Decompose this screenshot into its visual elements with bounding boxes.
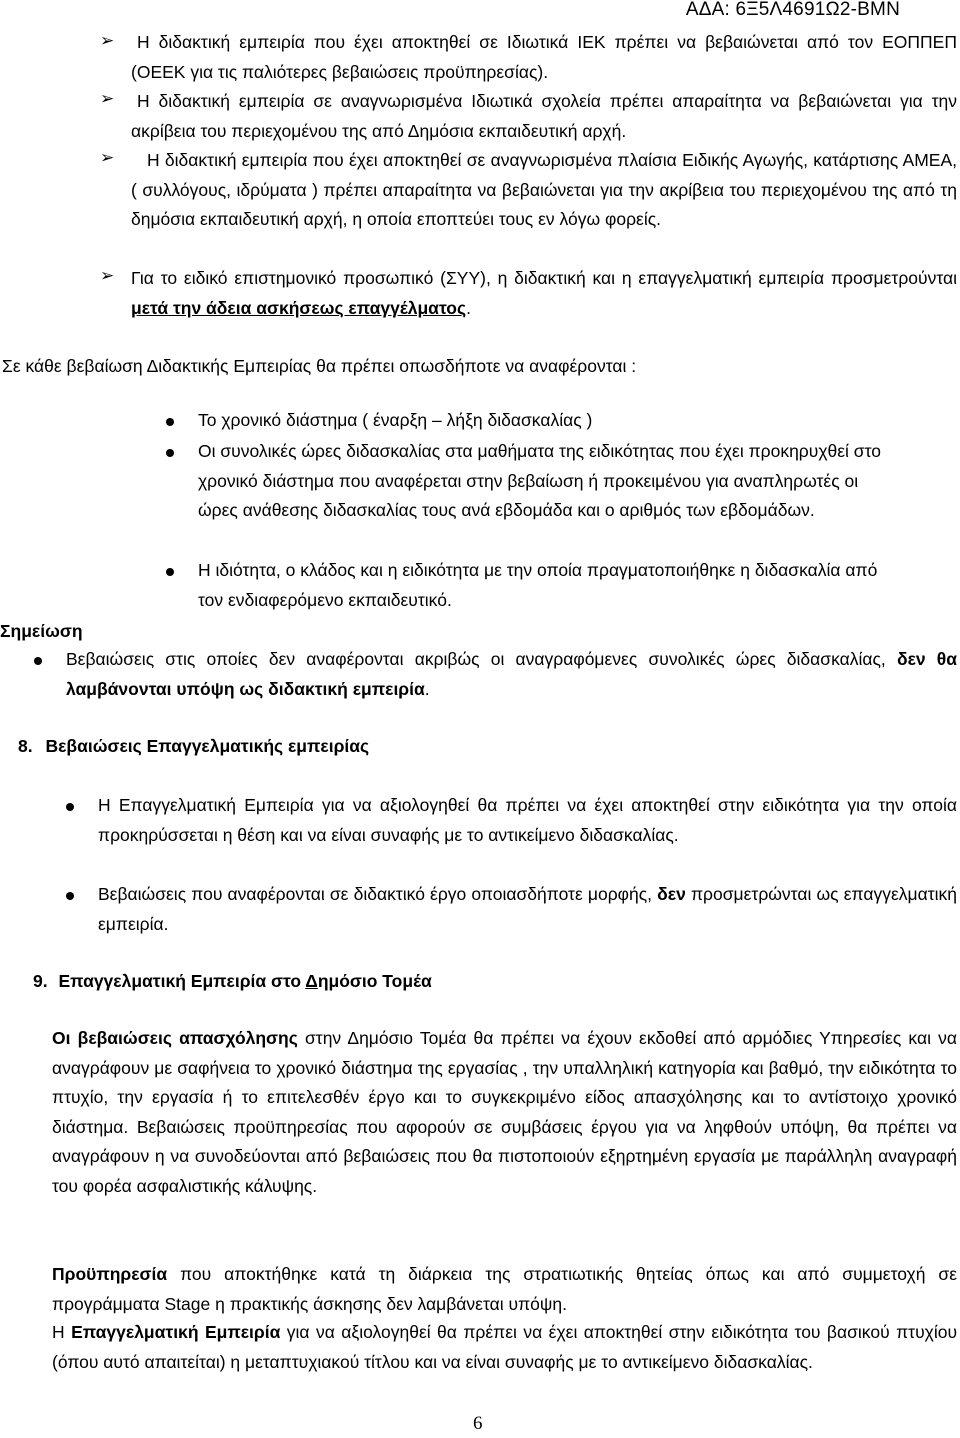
page-number: 6	[473, 1413, 483, 1434]
arrow-item-text: Για το ειδικό επιστημονικό προσωπικό (ΣΥΥ), η διδακτική και η επαγγελματική εμπειρία προσμετρούνται	[131, 268, 957, 288]
section-8-heading	[18, 732, 369, 762]
mention-item: Οι συνολικές ώρες διδασκαλίας στα μαθήματα της ειδικότητας που έχει προκηρυχθεί στο χρονικό διάστημα που αναφέρεται στην βεβαίωση ή προκειμένου για αναπληρωτές οι ώρες ανάθεσης διδασκαλίας τους ανά εβδομάδα και ο αριθμός των εβδομάδων.	[198, 441, 882, 521]
intro-line: Σε κάθε βεβαίωση Διδακτικής Εμπειρίας θα πρέπει οπωσδήποτε να αναφέρονται :	[2, 356, 637, 376]
bullet-dot-icon	[166, 418, 174, 426]
section-title: Βεβαιώσεις Επαγγελματικής εμπειρίας	[45, 736, 370, 756]
arrow-item-bold: μετά την άδεια ασκήσεως επαγγέλματος	[131, 297, 467, 318]
section-8-item: Βεβαιώσεις που αναφέρονται σε διδακτικό έργο οποιασδήποτε μορφής, δεν προσμετρώνται ως επαγγελματική εμπειρία.	[98, 884, 957, 934]
section-9-paragraph: Οι βεβαιώσεις απασχόλησης στην Δημόσιο Τομέα θα πρέπει να έχουν εκδοθεί από αρμόδιες Υπηρεσίες και να αναγράφουν με σαφήνεια το χρονικό διάστημα της εργασίας , την υπαλληλική κατηγορία και βαθμό, την ειδικότητα το πτυχίο, την εργασία ή το επιτελεσθέν έργο και το συγκεκριμένο είδος απασχόλησης και το αντίστοιχο χρονικό διάστημα. Βεβαιώσεις προϋπηρεσίας που αφορούν σε συμβάσεις έργου για να ληφθούν υπόψη, θα πρέπει να αναγράφουν η να συνοδεύονται από βεβαιώσεις που θα πιστοποιούν εξηρτημένη εργασία με παράλληλη αναγραφή του φορέα ασφαλιστικής κάλυψης.	[52, 1028, 957, 1196]
section-9-paragraph: Η Επαγγελματική Εμπειρία για να αξιολογηθεί θα πρέπει να έχει αποκτηθεί στην ειδικότητα του βασικού πτυχίου (όπου αυτό απαιτείται) η μεταπτυχιακού τίτλου και να είναι συναφής με το αντικείμενο διδασκαλίας.	[52, 1322, 958, 1372]
bullet-dot-icon	[166, 449, 174, 457]
note-heading: Σημείωση	[0, 621, 83, 641]
arrow-item-text: Η διδακτική εμπειρία σε αναγνωρισμένα Ιδιωτικά σχολεία πρέπει απαραίτητα να βεβαιώνεται για την ακρίβεια του περιεχομένου της από Δημόσια εκπαιδευτική αρχή.	[131, 91, 957, 141]
ada-code: ΑΔΑ: 6Ξ5Λ4691Ω2-ΒΜΝ	[685, 0, 900, 20]
section-8-item: Η Επαγγελματική Εμπειρία για να αξιολογηθεί θα πρέπει να έχει αποκτηθεί στην ειδικότητα για την οποία προκηρύσσεται η θέση και να είναι συναφής με το αντικείμενο διδασκαλίας.	[98, 795, 957, 845]
note-text: Βεβαιώσεις στις οποίες δεν αναφέρονται ακριβώς οι αναγραφόμενες συνολικές ώρες διδασκαλίας, δεν θα λαμβάνονται υπόψη ως διδακτική εμπειρία.	[66, 649, 958, 699]
bullet-dot-icon	[34, 657, 42, 665]
bullet-dot-icon	[66, 803, 74, 811]
bullet-dot-icon	[166, 568, 174, 576]
note-bold: δεν θα λαμβάνονται υπόψη ως διδακτική εμπειρία	[66, 649, 958, 699]
bullet-dot-icon	[66, 892, 74, 900]
mention-item: Η ιδιότητα, ο κλάδος και η ειδικότητα με την οποία πραγματοποιήθηκε η διδασκαλία από τον ενδιαφερόμενο εκπαιδευτικό.	[198, 560, 878, 610]
arrow-bullet-icon: ➢	[100, 266, 115, 285]
arrow-bullet-icon: ➢	[100, 31, 115, 50]
section-number: 8.	[18, 736, 33, 756]
arrow-list-item	[131, 146, 957, 235]
arrow-list-item: Για το ειδικό επιστημονικό προσωπικό (ΣΥΥ), η διδακτική και η επαγγελματική εμπειρία προσμετρούνται μετά την άδεια ασκήσεως επαγγέλματος.	[131, 268, 957, 318]
mention-item: Το χρονικό διάστημα ( έναρξη – λήξη διδασκαλίας )	[198, 410, 593, 430]
section-number: 9.	[33, 971, 48, 991]
arrow-item-text: Η διδακτική εμπειρία που έχει αποκτηθεί σε αναγνωρισμένα πλαίσια Ειδικής Αγωγής, κατάρτισης ΑΜΕΑ, ( συλλόγους, ιδρύματα ) πρέπει απαραίτητα να βεβαιώνεται για την ακρίβεια του περιεχομένου της από τη δημόσια εκπαιδευτική αρχή, η οποία εποπτεύει τους εν λόγω φορείς.	[131, 150, 957, 230]
arrow-bullet-icon: ➢	[100, 148, 115, 167]
arrow-bullet-icon: ➢	[100, 89, 115, 108]
section-9-paragraph: Προϋπηρεσία που αποκτήθηκε κατά τη διάρκεια της στρατιωτικής θητείας όπως και από συμμετοχή σε προγράμματα Stage η πρακτικής άσκησης δεν λαμβάνεται υπόψη.	[52, 1264, 957, 1314]
arrow-item-text: Η διδακτική εμπειρία που έχει αποκτηθεί σε Ιδιωτικά ΙΕΚ πρέπει να βεβαιώνεται από τον ΕΟΠΠΕΠ (ΟΕΕΚ για τις παλιότερες βεβαιώσεις προϋπηρεσίας).	[131, 32, 957, 82]
arrow-list-item	[131, 87, 957, 146]
arrow-list-item	[131, 28, 957, 87]
section-9-heading	[33, 967, 432, 997]
section-title: Επαγγελματική Εμπειρία στο Δημόσιο Τομέα	[58, 971, 432, 991]
